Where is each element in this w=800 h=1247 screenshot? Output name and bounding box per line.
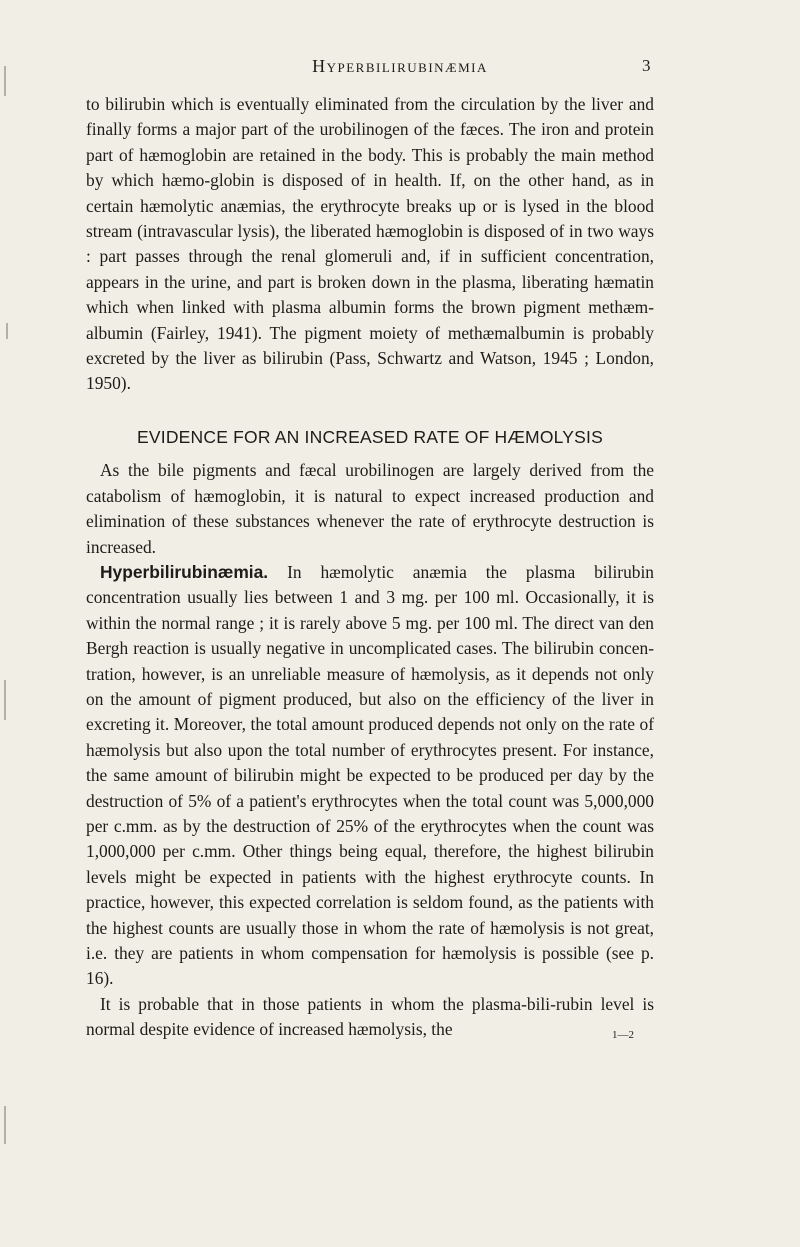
page-header: [0, 56, 800, 86]
margin-mark: [6, 323, 8, 339]
margin-mark: [4, 1106, 6, 1144]
running-head: Hyperbilirubinæmia: [312, 56, 488, 76]
page-number: 3: [642, 56, 651, 75]
signature-mark: 1—2: [612, 1029, 634, 1041]
margin-mark: [4, 680, 6, 720]
paragraph-continued: to bilirubin which is eventually eliminated from the circulation by the liver and finally forms a major part of the urobilinogen of the fæces. The iron and protein part of hæmoglobin are retained in the body. This is probably the main method by which hæmo-globin is disposed of in health. If, on the other hand, as in certain hæmolytic anæmias, the erythrocyte breaks up or is lysed in the blood stream (intravascular lysis), the liberated hæmoglobin is disposed of in two ways : part passes through the renal glomeruli and, if in sufficient concentration, appears in the urine, and part is broken down in the plasma, liberating hæmatin which when linked with plasma albumin forms the brown pigment methæm-albumin (Fairley, 1941). The pigment moiety of methæmalbumin is probably excreted by the liver as bilirubin (Pass, Schwartz and Watson, 1945 ; London, 1950).: [86, 94, 654, 394]
margin-mark: [4, 66, 6, 96]
paragraph-hyperbilirubinaemia-text: In hæmolytic anæmia the plasma bilirubin concentration usually lies between 1 and 3 mg. per 100 ml. Occasionally, it is within the normal range ; it is rarely above 5 mg. per 100 ml. The direct van den Bergh reaction is usually negative in uncomplicated cases. The bilirubin concen-tration, however, is an unreliable measure of hæmolysis, as it depends not only on the amount of pigment produced, but also on the efficiency of the liver in excreting it. Moreover, the total amount produced depends not only on the rate of hæmolysis but also upon the total number of erythrocytes present. For instance, the same amount of bilirubin might be expected to be produced per day by the destruction of 5% of a patient's erythrocytes when the total count was 5,000,000 per c.mm. as by the destruction of 25% of the erythrocytes when the count was 1,000,000 per c.mm. Other things being equal, therefore, the highest bilirubin levels might be expected in patients with the highest erythrocyte counts. In practice, however, this expected correlation is seldom found, as the patients with the highest counts are usually those in whom the rate of hæmolysis is not great, i.e. they are patients in whom compensation for hæmolysis is possible (see p. 16).: [86, 561, 654, 989]
body-text: [86, 92, 654, 1043]
paragraph-bile-pigments: As the bile pigments and fæcal urobilinogen are largely derived from the catabolism of hæmoglobin, it is natural to expect increased production and elimination of these substances whenever the rate of erythrocyte destruction is increased.: [86, 460, 654, 557]
paragraph-plasma-bilirubin: It is probable that in those patients in whom the plasma-bili-rubin level is normal despite evidence of increased hæmolysis, the: [86, 993, 654, 1040]
section-heading: EVIDENCE FOR AN INCREASED RATE OF HÆMOLYSIS: [137, 426, 603, 447]
paragraph-hyperbilirubinaemia: [86, 560, 654, 992]
run-in-heading: Hyperbilirubinæmia.: [100, 561, 269, 582]
